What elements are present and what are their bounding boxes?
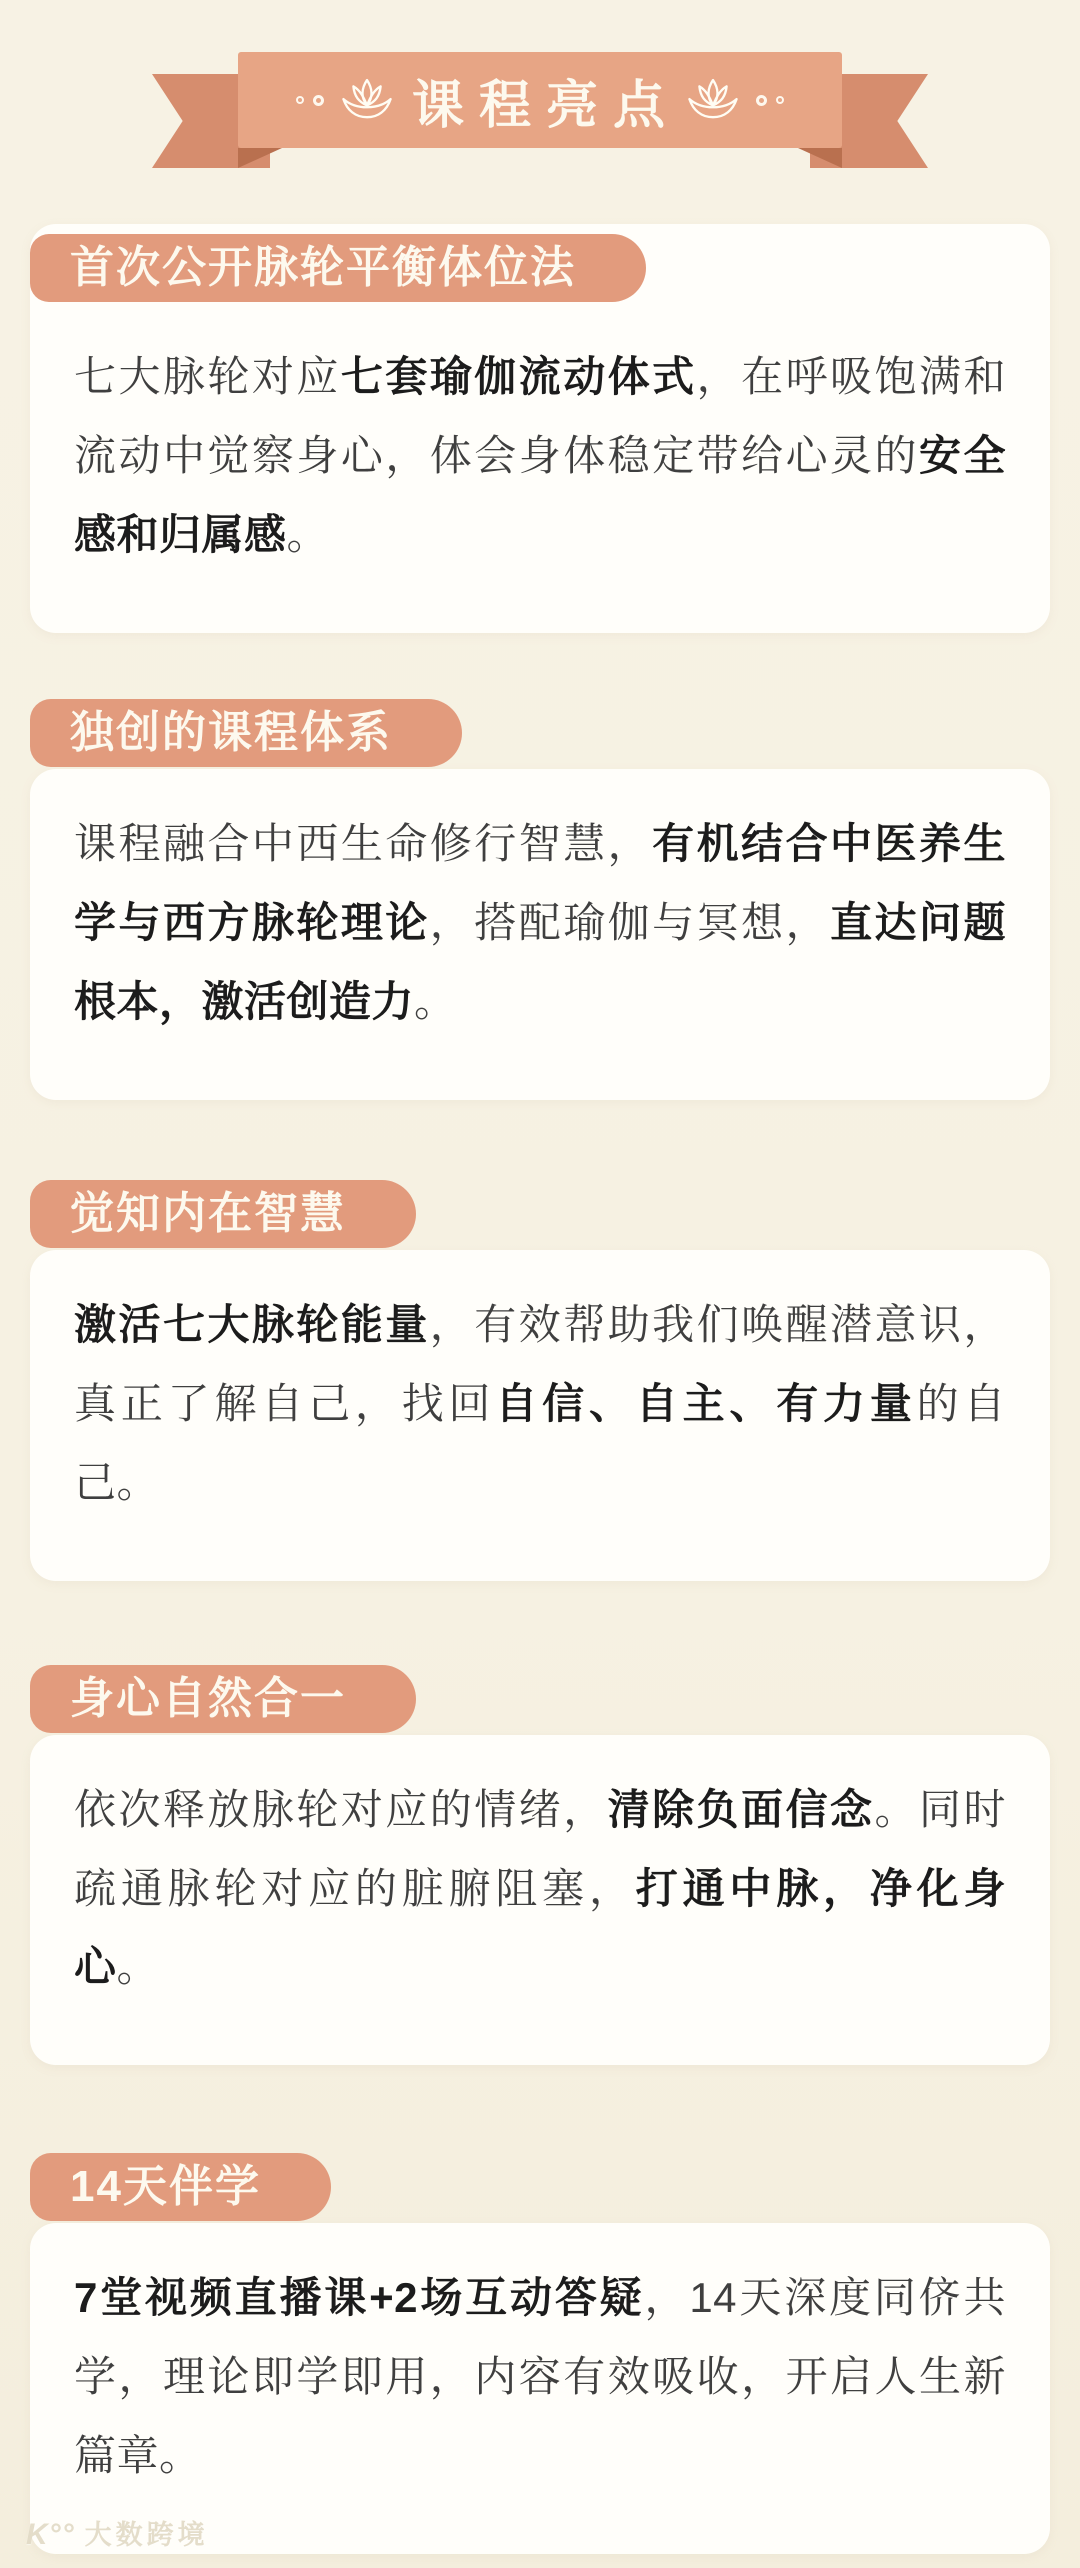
section-paragraph: 依次释放脉轮对应的情绪，清除负面信念。同时疏通脉轮对应的脏腑阻塞，打通中脉，净化身心。 xyxy=(74,1785,1006,1991)
section-paragraph: 七大脉轮对应七套瑜伽流动体式，在呼吸饱满和流动中觉察身心，体会身体稳定带给心灵的安全感和归属感。 xyxy=(74,353,1006,558)
decorative-dots-left xyxy=(296,95,324,106)
section-header: 觉知内在智慧 xyxy=(30,1180,416,1248)
content-card xyxy=(30,1250,1050,1581)
section-header: 身心自然合一 xyxy=(30,1665,416,1733)
section-inner-wisdom xyxy=(30,1180,1050,1581)
section-header: 14天伴学 xyxy=(30,2153,331,2221)
watermark-label: 大数跨境 xyxy=(84,2520,209,2550)
section-paragraph: 课程融合中西生命修行智慧，有机结合中医养生学与西方脉轮理论，搭配瑜伽与冥想，直达问题根本，激活创造力。 xyxy=(74,819,1006,1025)
content-card xyxy=(30,769,1050,1100)
watermark xyxy=(26,2513,209,2552)
section-body-mind-unity xyxy=(30,1665,1050,2066)
banner-ribbon xyxy=(0,52,1080,222)
lotus-icon xyxy=(684,77,742,123)
section-paragraph: 7堂视频直播课+2场互动答疑，14天深度同侪共学，理论即学即用，内容有效吸收，开启人生新篇章。 xyxy=(74,2274,1007,2480)
content-card xyxy=(30,2223,1050,2554)
lotus-icon xyxy=(338,77,396,123)
content-card xyxy=(30,1735,1050,2066)
section-chakra-asanas xyxy=(30,224,1050,633)
section-14-day-learning xyxy=(30,2153,1050,2554)
banner-band xyxy=(238,52,842,148)
banner-title: 课程亮点 xyxy=(411,76,680,135)
decorative-dots-right xyxy=(756,95,784,106)
watermark-logo-icon: K°° xyxy=(26,2518,75,2551)
section-curriculum-system xyxy=(30,699,1050,1100)
section-header: 独创的课程体系 xyxy=(30,699,462,767)
content-card xyxy=(30,224,1050,633)
section-paragraph: 激活七大脉轮能量，有效帮助我们唤醒潜意识，真正了解自己，找回自信、自主、有力量的自己。 xyxy=(74,1300,1006,1506)
course-highlights-page xyxy=(0,52,1080,2554)
section-header: 首次公开脉轮平衡体位法 xyxy=(30,234,646,302)
